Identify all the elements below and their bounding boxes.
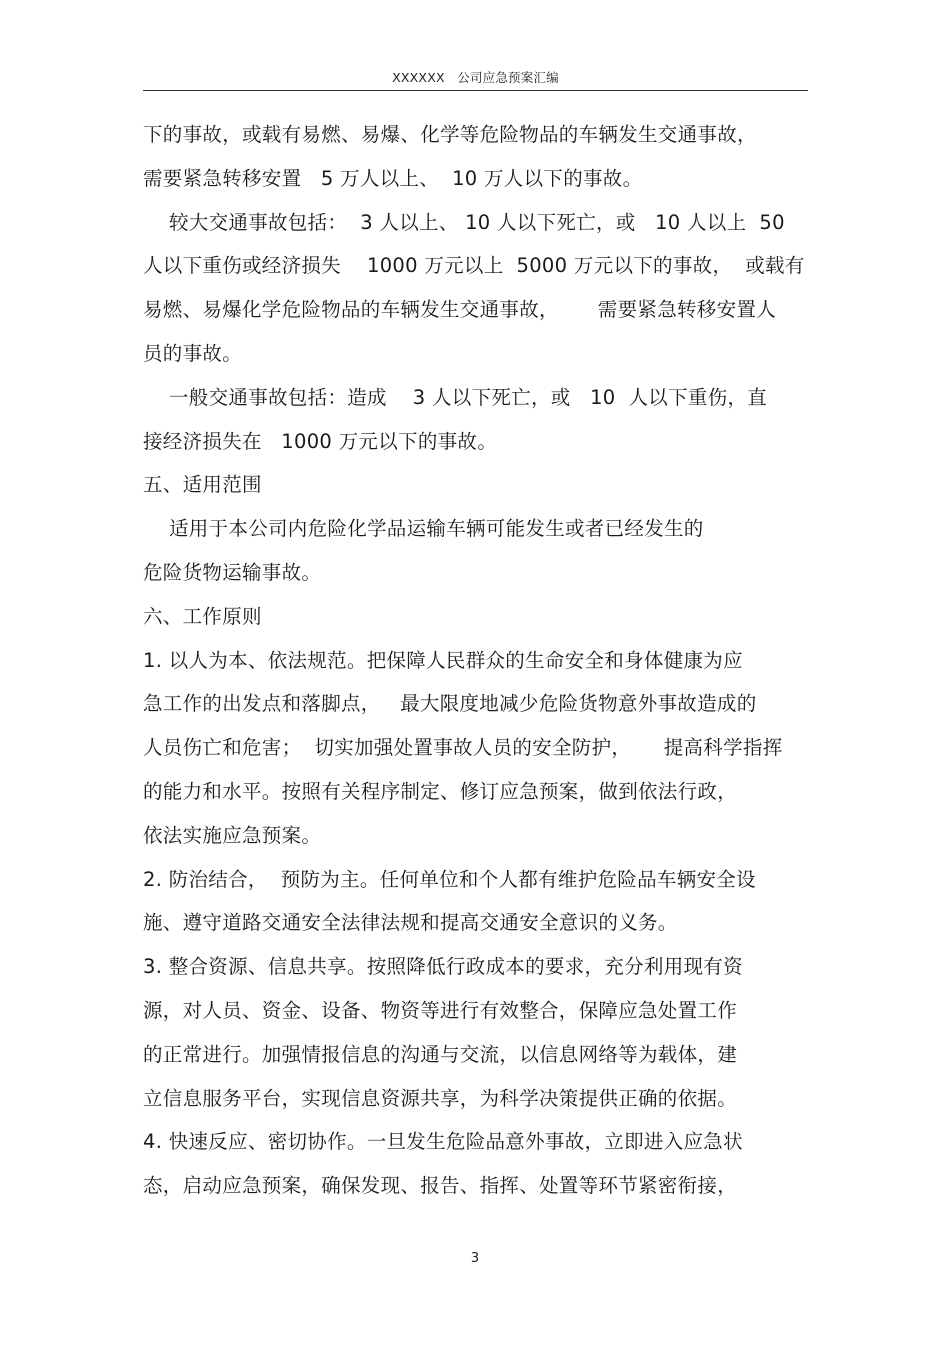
text-line: 急工作的出发点和落脚点， 最大限度地减少危险货物意外事故造成的 <box>143 692 757 716</box>
text-line: 立信息服务平台，实现信息资源共享，为科学决策提供正确的依据。 <box>143 1086 738 1110</box>
text-line: 2. 防治结合， 预防为主。任何单位和个人都有维护危险品车辆安全设 <box>143 867 756 891</box>
text-line: 1. 以人为本、依法规范。把保障人民群众的生命安全和身体健康为应 <box>143 648 743 672</box>
text-line: 接经济损失在 1000 万元以下的事故。 <box>143 429 498 453</box>
text-line: 4. 快速反应、密切协作。一旦发生危险品意外事故，立即进入应急状 <box>143 1130 743 1154</box>
text-line: 人员伤亡和危害； 切实加强处置事故人员的安全防护， 提高科学指挥 <box>143 736 783 760</box>
text-line: 下的事故，或载有易燃、易爆、化学等危险物品的车辆发生交通事故， <box>143 123 757 146</box>
text-line: 施、遵守道路交通安全法律法规和提高交通安全意识的义务。 <box>143 911 678 935</box>
text-line: 态，启动应急预案，确保发现、报告、指挥、处置等环节紧密衔接， <box>143 1174 738 1198</box>
section-heading: 六、工作原则 <box>143 604 262 628</box>
text-line: 的能力和水平。按照有关程序制定、修订应急预案，做到依法行政， <box>143 779 738 803</box>
text-line: 3. 整合资源、信息共享。按照降低行政成本的要求，充分利用现有资 <box>143 955 743 979</box>
text-line: 员的事故。 <box>143 341 243 365</box>
text-line: 依法实施应急预案。 <box>143 823 322 847</box>
section-heading: 五、适用范围 <box>143 473 262 497</box>
text-line: 适用于本公司内危险化学品运输车辆可能发生或者已经发生的 <box>143 517 704 541</box>
text-line: 易燃、易爆化学危险物品的车辆发生交通事故， 需要紧急转移安置人 <box>143 298 776 322</box>
text-line: 源，对人员、资金、设备、物资等进行有效整合，保障应急处置工作 <box>143 998 738 1022</box>
text-line: 危险货物运输事故。 <box>143 560 322 584</box>
text-line: 较大交通事故包括： 3 人以上、 10 人以下死亡，或 10 人以上 50 <box>143 210 785 234</box>
text-line: 需要紧急转移安置 5 万人以上、 10 万人以下的事故。 <box>143 166 643 190</box>
page-number: 3 <box>470 1251 480 1266</box>
page-header: XXXXXX 公司应急预案汇编 <box>392 70 559 85</box>
document-body <box>143 113 808 1208</box>
header-rule <box>143 90 808 91</box>
text-line: 人以下重伤或经济损失 1000 万元以上 5000 万元以下的事故， 或载有 <box>143 254 805 278</box>
text-line: 的正常进行。加强情报信息的沟通与交流，以信息网络等为载体，建 <box>143 1042 738 1066</box>
text-line: 一般交通事故包括：造成 3 人以下死亡，或 10 人以下重伤，直 <box>143 385 768 409</box>
